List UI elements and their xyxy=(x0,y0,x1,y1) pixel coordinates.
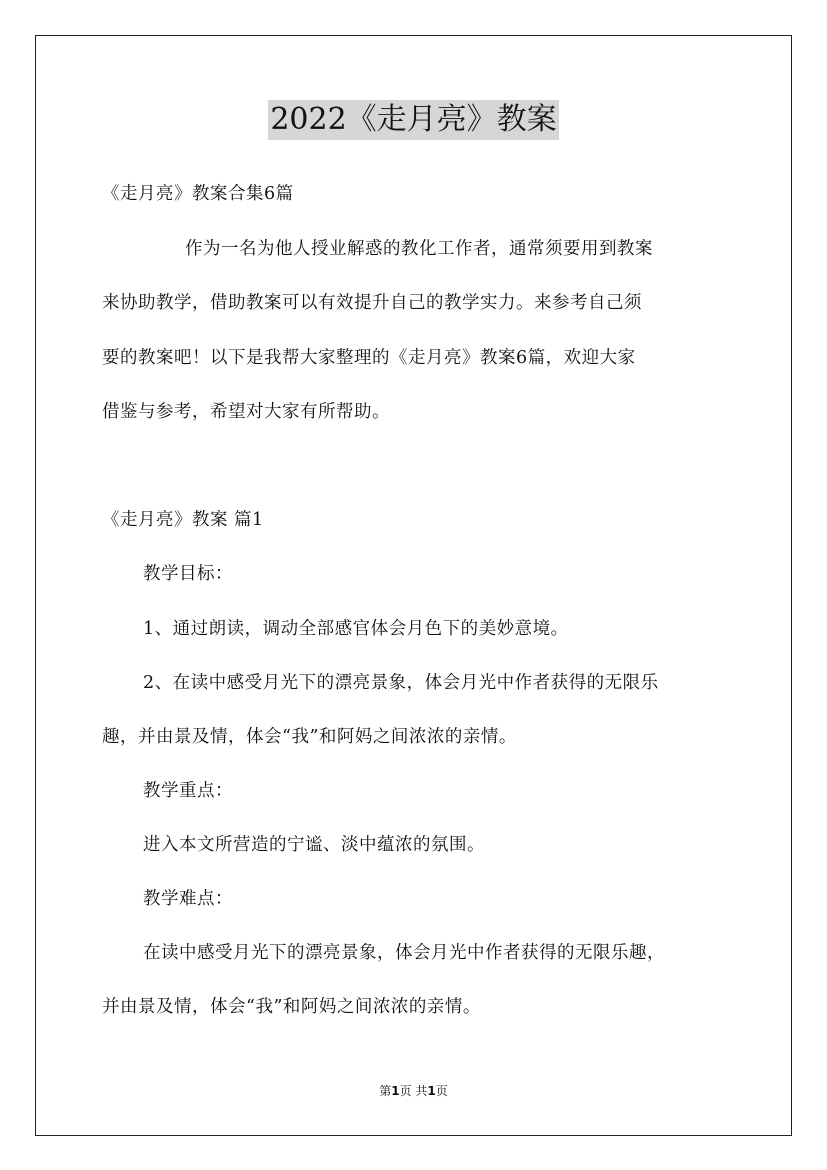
intro-line-1: 作为一名为他人授业解惑的教化工作者，通常须要用到教案 xyxy=(185,239,653,259)
footer-prefix: 第 xyxy=(379,1084,392,1098)
section-heading: 《走月亮》教案 篇1 xyxy=(102,510,264,530)
goals-label: 教学目标： xyxy=(143,564,233,584)
document-title: 2022《走月亮》教案 xyxy=(268,100,558,140)
goal-1: 1、通过朗读，调动全部感官体会月色下的美妙意境。 xyxy=(143,619,569,639)
footer-total-pages: 1 xyxy=(427,1084,436,1098)
difficulty-line-1: 在读中感受月光下的漂亮景象，体会月光中作者获得的无限乐趣， xyxy=(143,943,665,963)
page-footer xyxy=(0,1083,827,1099)
goal-2-line-2: 趣，并由景及情，体会“我”和阿妈之间浓浓的亲情。 xyxy=(102,727,517,747)
footer-page-number: 1 xyxy=(391,1084,400,1098)
intro-line-2: 来协助教学，借助教案可以有效提升自己的教学实力。来参考自己须 xyxy=(102,293,642,313)
key-points-label: 教学重点： xyxy=(143,781,233,801)
intro-line-3: 要的教案吧！以下是我帮大家整理的《走月亮》教案6篇，欢迎大家 xyxy=(102,348,636,368)
goal-2-line-1: 2、在读中感受月光下的漂亮景象，体会月光中作者获得的无限乐 xyxy=(143,673,659,693)
document-subtitle: 《走月亮》教案合集6篇 xyxy=(102,184,294,204)
footer-mid: 页 共 xyxy=(399,1084,428,1098)
title-container xyxy=(0,100,827,140)
difficulty-line-2: 并由景及情，体会“我”和阿妈之间浓浓的亲情。 xyxy=(102,997,481,1017)
intro-line-4: 借鉴与参考，希望对大家有所帮助。 xyxy=(102,402,390,422)
key-points-text: 进入本文所营造的宁谧、淡中蕴浓的氛围。 xyxy=(143,835,485,855)
difficulty-label: 教学难点： xyxy=(143,889,233,909)
footer-suffix: 页 xyxy=(435,1084,448,1098)
